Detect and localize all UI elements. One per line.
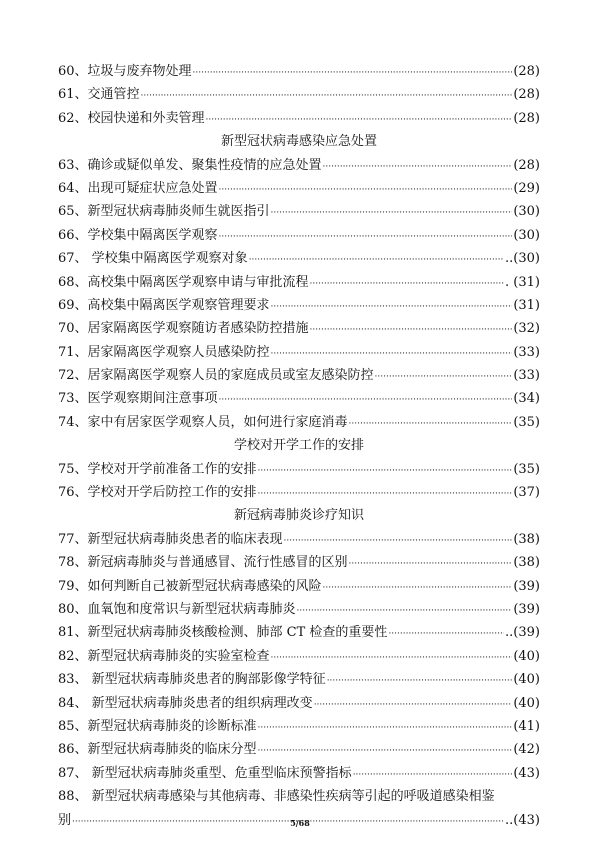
toc-entry[interactable] — [58, 177, 540, 200]
dot-leader — [323, 156, 513, 179]
toc-entry-title: 68、高校集中隔离医学观察申请与审批流程 — [58, 274, 309, 290]
dot-leader — [349, 413, 513, 436]
toc-entry-title: 66、学校集中隔离医学观察 — [58, 227, 218, 243]
dot-leader — [193, 62, 513, 85]
toc-entry-page: (30) — [513, 204, 540, 220]
toc-entry-page: (30) — [513, 227, 540, 243]
toc-entry[interactable] — [58, 692, 540, 715]
toc-entry-page: (41) — [513, 718, 540, 734]
dot-leader — [388, 623, 504, 646]
toc-entry[interactable] — [58, 551, 540, 574]
toc-entry-page: (32) — [513, 321, 540, 337]
toc-entry[interactable] — [58, 715, 540, 738]
toc-entry-title: 81、新型冠状病毒肺炎核酸检测、肺部 CT 检查的重要性 — [58, 625, 388, 641]
dot-leader — [297, 600, 513, 623]
toc-entry-title: 78、新冠病毒肺炎与普通感冒、流行性感冒的区别 — [58, 555, 348, 571]
toc-entry[interactable] — [58, 271, 540, 294]
toc-entry[interactable] — [58, 154, 540, 177]
dot-leader — [258, 460, 513, 483]
dot-leader — [310, 319, 513, 342]
toc-entry-title: 71、居家隔离医学观察人员感染防控 — [58, 344, 270, 360]
toc-entry-page: (31) — [513, 297, 540, 313]
toc-entry[interactable] — [58, 575, 540, 598]
toc-entry[interactable] — [58, 317, 540, 340]
toc-entry-page: ..(30) — [505, 251, 540, 267]
toc-entry-page: (40) — [513, 672, 540, 688]
toc-entry-title: 87、 新型冠状病毒肺炎重型、危重型临床预警指标 — [58, 765, 352, 781]
toc-entry-page: ..(39) — [505, 625, 540, 641]
toc-entry-title: 79、如何判断自己被新型冠状病毒感染的风险 — [58, 578, 322, 594]
dot-leader — [206, 109, 513, 132]
dot-leader — [258, 740, 513, 763]
toc-entry[interactable] — [58, 411, 540, 434]
toc-entry-title: 82、新型冠状病毒肺炎的实验室检查 — [58, 648, 270, 664]
toc-entry-title: 75、学校对开学前准备工作的安排 — [58, 461, 257, 477]
toc-entry-title: 65、新型冠状病毒肺炎师生就医指引 — [58, 204, 270, 220]
section-heading: 新型冠状病毒感染应急处置 — [220, 134, 377, 150]
toc-entry[interactable] — [58, 294, 540, 317]
toc-entry-title: 64、出现可疑症状应急处置 — [58, 180, 218, 196]
toc-entry-title: 60、垃圾与废弃物处理 — [58, 64, 192, 79]
section-heading: 学校对开学工作的安排 — [233, 438, 364, 454]
dot-leader — [375, 366, 513, 389]
toc-entry-title: 86、新型冠状病毒肺炎的临床分型 — [58, 742, 257, 758]
toc-entry[interactable] — [58, 458, 540, 481]
toc-entry-page: (29) — [513, 180, 540, 196]
toc-entry-page: (37) — [513, 485, 540, 501]
toc-entry-title-line2: 别 — [58, 812, 72, 828]
dot-leader — [353, 764, 513, 787]
dot-leader — [271, 647, 513, 670]
dot-leader — [314, 694, 513, 717]
toc-entry[interactable] — [58, 341, 540, 364]
toc-entry-title: 73、医学观察期间注意事项 — [58, 391, 218, 407]
dot-leader — [327, 670, 513, 693]
toc-entry-title: 76、学校对开学后防控工作的安排 — [58, 485, 257, 501]
dot-leader — [271, 202, 513, 225]
toc-entry-page: (38) — [513, 531, 540, 547]
toc-entry-page: (35) — [513, 414, 540, 430]
section-heading: 新冠病毒肺炎诊疗知识 — [233, 508, 364, 524]
toc-entry[interactable] — [58, 762, 540, 785]
toc-entry-page: (33) — [513, 344, 540, 360]
toc-entry-title-line1: 88、 新型冠状病毒感染与其他病毒、非感染性疾病等引起的呼吸道感染相鉴 — [58, 789, 495, 805]
toc-entry[interactable] — [58, 528, 540, 551]
toc-entry-page: (39) — [513, 601, 540, 617]
toc-entry[interactable] — [58, 481, 540, 504]
dot-leader — [349, 553, 513, 576]
toc-entry-title: 62、校园快递和外卖管理 — [58, 110, 205, 126]
toc-entry-title: 77、新型冠状病毒肺炎患者的临床表现 — [58, 531, 283, 547]
dot-leader — [219, 226, 513, 249]
toc-entry-page: ..(43) — [505, 812, 540, 828]
toc-entry[interactable] — [58, 224, 540, 247]
toc-entry-page: (40) — [513, 648, 540, 664]
toc-entry-page: (40) — [513, 695, 540, 711]
dot-leader — [310, 273, 505, 296]
dot-leader — [141, 85, 513, 108]
dot-leader — [219, 389, 513, 412]
toc-entry-page: . (31) — [505, 274, 540, 290]
toc-entry[interactable] — [58, 387, 540, 410]
toc-entry-page: (28) — [513, 87, 540, 103]
toc-entry-title: 61、交通管控 — [58, 87, 140, 103]
toc-entry-title: 67、 学校集中隔离医学观察对象 — [58, 251, 248, 267]
toc-entry[interactable] — [58, 60, 540, 83]
toc-entry-page: (43) — [513, 765, 540, 781]
dot-leader — [284, 530, 513, 553]
toc-entry-title: 72、居家隔离医学观察人员的家庭成员或室友感染防控 — [58, 368, 374, 384]
toc-entry-page: (38) — [513, 555, 540, 571]
toc-entry[interactable] — [58, 107, 540, 130]
toc-entry-title: 69、高校集中隔离医学观察管理要求 — [58, 297, 270, 313]
toc-entry-page: (28) — [513, 64, 540, 79]
toc-entry[interactable] — [58, 621, 540, 644]
dot-leader — [258, 717, 513, 740]
toc-entry-title: 83、 新型冠状病毒肺炎患者的胸部影像学特征 — [58, 672, 326, 688]
toc-entry-page: (33) — [513, 368, 540, 384]
toc-entry-title: 80、血氧饱和度常识与新型冠状病毒肺炎 — [58, 601, 296, 617]
toc-entry-title: 74、家中有居家医学观察人员，如何进行家庭消毒 — [58, 414, 348, 430]
dot-leader — [271, 296, 513, 319]
toc-entry[interactable] — [58, 598, 540, 621]
toc-entry-title: 84、 新型冠状病毒肺炎患者的组织病理改变 — [58, 695, 313, 711]
toc-entry[interactable] — [58, 83, 540, 106]
toc-entry[interactable] — [58, 364, 540, 387]
dot-leader — [249, 249, 504, 272]
toc-entry-page: (34) — [513, 391, 540, 407]
toc-entry-title: 70、居家隔离医学观察随访者感染防控措施 — [58, 321, 309, 337]
toc-entry[interactable] — [58, 738, 540, 761]
page-number: 5/68 — [290, 818, 310, 828]
toc-entry-title: 85、新型冠状病毒肺炎的诊断标准 — [58, 718, 257, 734]
toc-entry-page: (42) — [513, 742, 540, 758]
toc-entry-page: (35) — [513, 461, 540, 477]
toc-entry-page: (28) — [513, 157, 540, 173]
toc-entry[interactable] — [58, 645, 540, 668]
toc-entry[interactable] — [58, 247, 540, 270]
table-of-contents — [58, 60, 540, 832]
toc-entry-title: 63、确诊或疑似单发、聚集性疫情的应急处置 — [58, 157, 322, 173]
dot-leader — [271, 343, 513, 366]
toc-entry[interactable] — [58, 200, 540, 223]
toc-entry-page: (28) — [513, 110, 540, 126]
dot-leader — [258, 483, 513, 506]
toc-entry[interactable] — [58, 668, 540, 691]
dot-leader — [219, 179, 513, 202]
toc-entry-page: (39) — [513, 578, 540, 594]
dot-leader — [323, 577, 513, 600]
